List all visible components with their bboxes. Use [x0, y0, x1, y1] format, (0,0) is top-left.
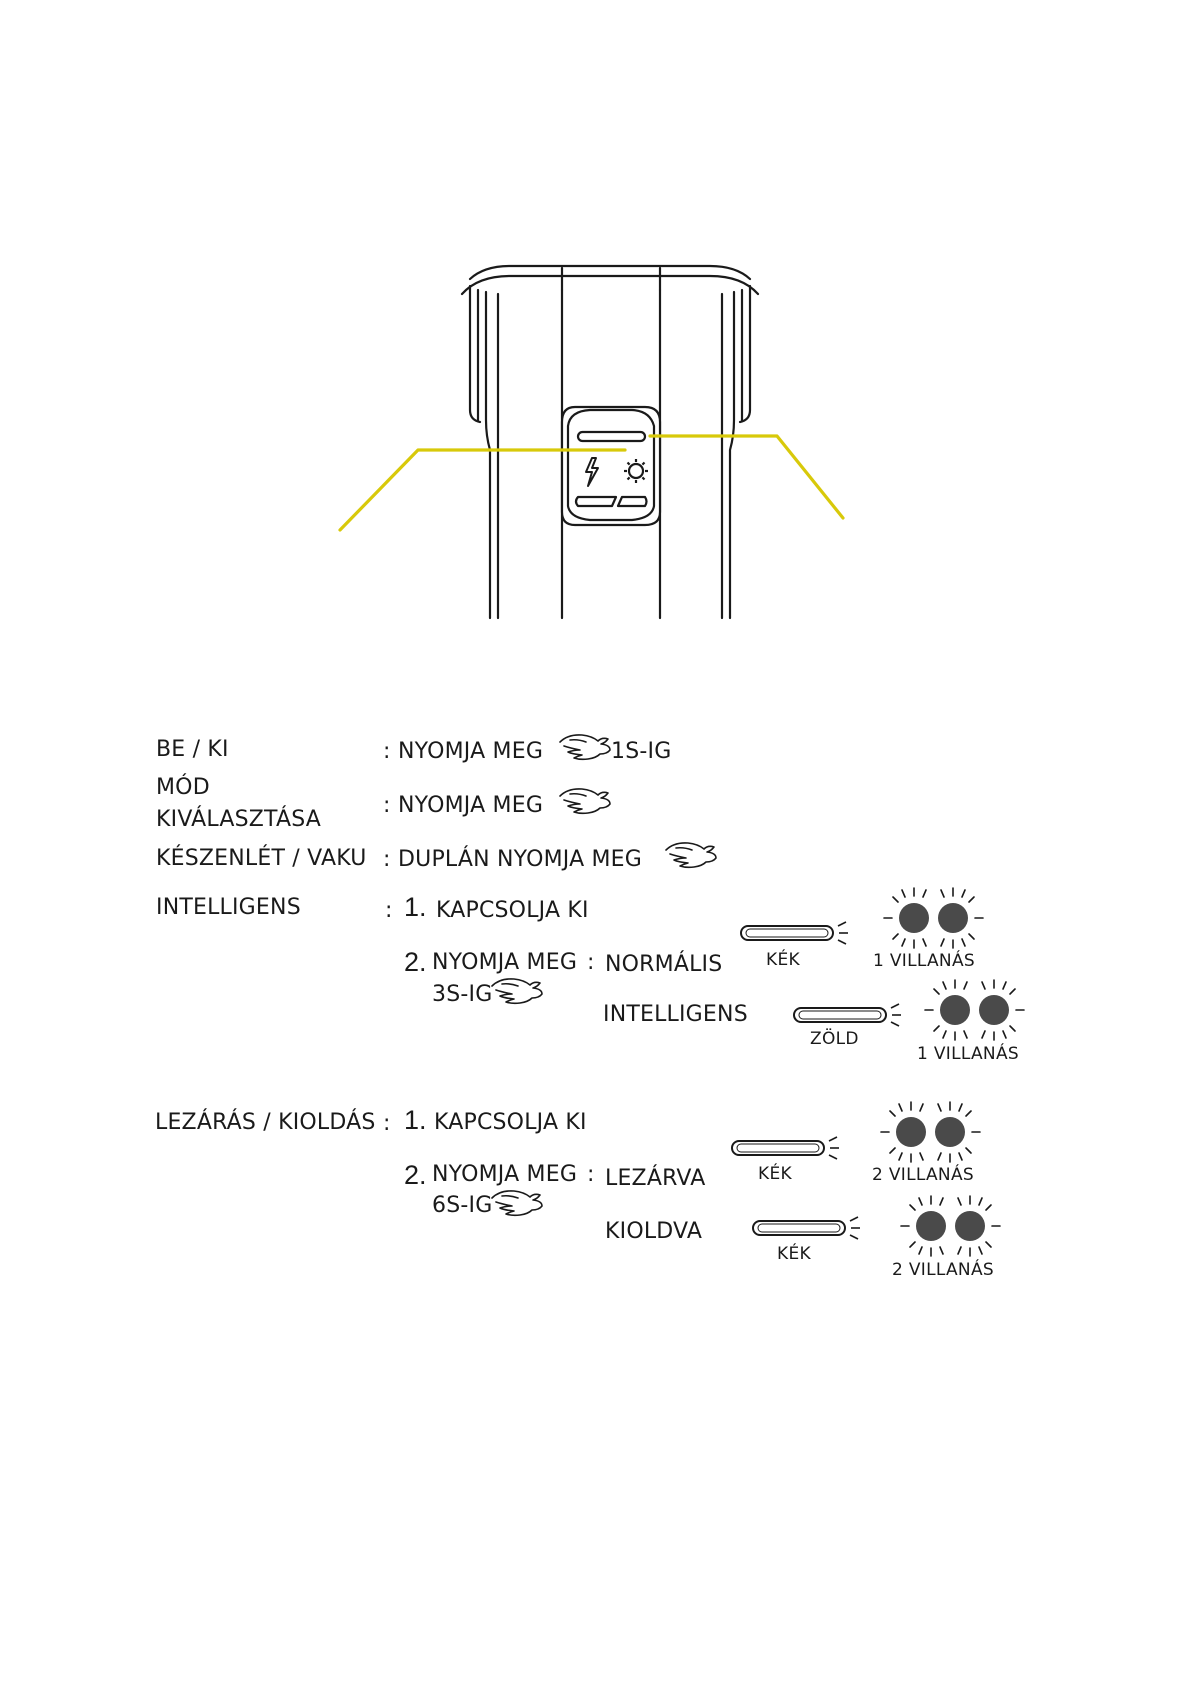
lock-label: LEZÁRÁS / KIOLDÁS	[155, 1110, 376, 1135]
lock-step2-text: NYOMJA MEG	[432, 1162, 578, 1187]
smart-option-normal-flash: 1 VILLANÁS	[873, 951, 975, 971]
led-bar-icon	[752, 1216, 867, 1240]
smart-label: INTELLIGENS	[156, 895, 301, 920]
smart-step1-num: 1.	[404, 892, 427, 922]
flashing-dots-icon	[877, 1099, 987, 1165]
onoff-suffix: 1S-IG	[611, 739, 672, 764]
press-hand-icon	[558, 732, 612, 762]
smart-option-intelligent: INTELLIGENS	[603, 1002, 748, 1027]
standby-colon: :	[383, 847, 391, 872]
lock-option-locked-flash: 2 VILLANÁS	[872, 1165, 974, 1185]
led-bar-icon	[740, 921, 855, 945]
lock-option-unlocked-flash: 2 VILLANÁS	[892, 1260, 994, 1280]
press-hand-icon	[490, 1188, 544, 1218]
flashing-dots-icon	[880, 885, 990, 951]
press-hand-icon	[558, 786, 612, 816]
onoff-label: BE / KI	[156, 737, 229, 762]
mode-label-line2: KIVÁLASZTÁSA	[156, 807, 322, 832]
smart-step2-duration: 3S-IG	[432, 982, 493, 1007]
smart-option-normal-color: KÉK	[766, 950, 800, 970]
device-diagram	[0, 0, 1191, 640]
smart-step2-colon: :	[587, 950, 595, 975]
standby-label: KÉSZENLÉT / VAKU	[156, 846, 367, 871]
lock-option-locked: LEZÁRVA	[605, 1166, 706, 1191]
mode-label-line1: MÓD	[156, 775, 210, 800]
lock-step1-num: 1.	[404, 1105, 427, 1135]
smart-step2-num: 2.	[404, 947, 427, 977]
led-bar-icon	[793, 1003, 908, 1027]
press-hand-icon	[490, 976, 544, 1006]
led-bar-icon	[731, 1136, 846, 1160]
lock-step1-text: KAPCSOLJA KI	[434, 1110, 587, 1135]
flashing-dots-icon	[921, 977, 1031, 1043]
smart-option-intelligent-flash: 1 VILLANÁS	[917, 1044, 1019, 1064]
standby-action: DUPLÁN NYOMJA MEG	[398, 847, 643, 872]
lock-step2-colon: :	[587, 1162, 595, 1187]
lock-step2-num: 2.	[404, 1160, 427, 1190]
lock-option-unlocked: KIOLDVA	[605, 1219, 703, 1244]
press-hand-icon	[664, 840, 718, 870]
flashing-dots-icon	[897, 1193, 1007, 1259]
onoff-colon: :	[383, 739, 391, 764]
lock-step2-duration: 6S-IG	[432, 1193, 493, 1218]
lock-option-unlocked-color: KÉK	[777, 1244, 811, 1264]
lock-option-locked-color: KÉK	[758, 1164, 792, 1184]
onoff-action: NYOMJA MEG	[398, 739, 544, 764]
lock-colon: :	[383, 1111, 391, 1136]
smart-step2-text: NYOMJA MEG	[432, 950, 578, 975]
smart-step1-text: KAPCSOLJA KI	[436, 898, 589, 923]
smart-colon: :	[385, 898, 393, 923]
smart-option-intelligent-color: ZÖLD	[810, 1029, 859, 1049]
mode-colon: :	[383, 793, 391, 818]
smart-option-normal: NORMÁLIS	[605, 952, 723, 977]
mode-action: NYOMJA MEG	[398, 793, 544, 818]
